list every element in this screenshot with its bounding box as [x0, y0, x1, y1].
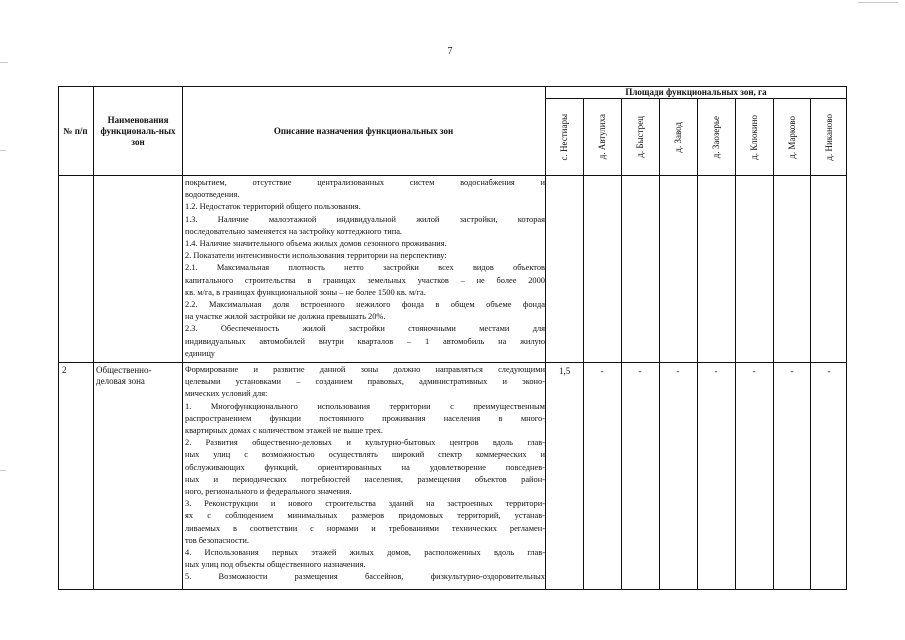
description-line: квартирных домах с количеством этажей не выше трех. [185, 426, 383, 436]
description-line: 1.2. Недостаток территорий общего пользования. [185, 202, 361, 212]
area-value: - [714, 366, 718, 376]
header-settlement: д. Завод [673, 121, 683, 153]
description-line: 4. Использования первых этажей жилых домов, расположенных вдоль глав- [185, 548, 545, 558]
scan-edge-mark [858, 2, 898, 3]
page-number: 7 [447, 46, 453, 57]
header-description: Описание назначения функциональных зон [273, 125, 454, 136]
zone-name: Общественно-деловая зона [96, 365, 152, 386]
scan-edge-mark [0, 62, 8, 63]
area-value: - [600, 366, 604, 376]
col-divider [93, 86, 94, 590]
description-line: ях с соблюдением минимальных размеров придомовых территорий, устанав- [185, 511, 545, 521]
header-settlement: д. Быстрец [635, 116, 645, 158]
description-line: ливаемых в соответствии с нормами и требованиями технических регламен- [185, 523, 545, 533]
description-line: 2.3. Обеспеченность жилой застройки стояночными местами для [185, 324, 545, 334]
area-value: - [827, 366, 831, 376]
header-settlement: д. Заозерье [711, 115, 721, 159]
description-line: 2.2. Максимальная доля встроенного нежилого фонда в общем объеме фонда [185, 300, 545, 310]
header-settlement-cell [621, 99, 659, 175]
header-settlement-cell [810, 99, 848, 175]
row-description [185, 364, 545, 584]
description-line: покрытием, отсутствие централизованных систем водоснабжения и [185, 178, 545, 187]
header-zone-name: Наименования функциональ-ных зон [100, 114, 176, 147]
description-line: 1.4. Наличие значительного объема жилых домов сезонного проживания. [185, 239, 447, 249]
header-settlement: с. Нестиары [559, 113, 569, 161]
description-line: 2.1. Максимальная плотность нетто застройки всех видов объектов [185, 263, 545, 273]
header-settlement: д. Марково [787, 115, 797, 159]
header-settlement-cell [697, 99, 735, 175]
description-line: 3. Реконструкции и нового строительства зданий на застроенных территори- [185, 499, 545, 509]
description-line: последовательно заменяется на застройку коттеджного типа. [185, 226, 403, 236]
header-bottom-border [58, 175, 847, 176]
description-line: ных и периодических потребностей населения, размещения объектов район- [185, 474, 545, 484]
row-number: 2 [62, 365, 67, 375]
description-line: 1.3. Наличие малоэтажной индивидуальной жилой застройки, которая [185, 214, 545, 224]
area-value: - [790, 366, 794, 376]
description-line: целевыми установками – созданием правовых, административных и эконо- [185, 377, 545, 387]
description-line: обслуживающих функций, ориентированных на удовлетворение повседнев- [185, 462, 545, 472]
header-settlement: д. Автулиха [597, 114, 607, 160]
header-settlement: д. Никаново [824, 113, 834, 161]
area-value: - [752, 366, 756, 376]
header-settlement-cell [659, 99, 697, 175]
description-line: индивидуальных автомобилей внутри кварталов – 1 автомобиль на жилую [185, 336, 545, 346]
description-line: 2. Развития общественно-деловых и культурно-бытовых центров вдоль глав- [185, 438, 545, 448]
description-line: на участке жилой застройки не должна превышать 20%. [185, 312, 386, 322]
area-value: - [676, 366, 680, 376]
description-line: мических условий для: [185, 389, 268, 399]
description-line: ных улиц с возможностью осуществлять широкий спектр коммерческих и [185, 450, 545, 460]
description-line: Формирование и развитие данной зоны должно направляться следующими [185, 365, 545, 374]
scan-edge-mark [0, 150, 6, 151]
description-line: 1. Многофункционального использования территории с преимущественным [185, 401, 545, 411]
header-areas: Площади функциональных зон, га [625, 86, 767, 97]
description-line: 2. Показатели интенсивности использования территории на перспективу: [185, 251, 447, 261]
description-line: ных улиц под объекты общественного назначения. [185, 560, 366, 570]
description-line: 5. Возможности размещения бассейнов, физкультурно-оздоровительных [185, 572, 545, 582]
area-value: - [638, 366, 642, 376]
row-description [185, 177, 545, 360]
header-settlement-cell [545, 99, 583, 175]
header-settlement-cell [735, 99, 773, 175]
row-divider [58, 362, 847, 363]
header-number: № п/п [63, 125, 88, 136]
description-line: водоотведения. [185, 190, 240, 200]
header-settlement: д. Клюкино [749, 114, 759, 160]
header-settlement-cell [773, 99, 811, 175]
description-line: кв. м/га, в границах функциональной зоны – не более 1500 кв. м/га. [185, 287, 426, 297]
area-value: 1,5 [559, 366, 571, 376]
description-line: капитального строительства в границах земельных участков – не более 2000 [185, 275, 545, 285]
description-line: единицу [185, 348, 215, 358]
description-line: ного, регионального и федерального значения. [185, 487, 352, 497]
description-line: распространением функции постоянного проживания населения в много- [185, 413, 545, 423]
table-border-bottom [58, 589, 847, 590]
header-settlement-cell [583, 99, 621, 175]
scan-edge-mark [0, 470, 6, 471]
description-line: тов безопасности. [185, 535, 249, 545]
